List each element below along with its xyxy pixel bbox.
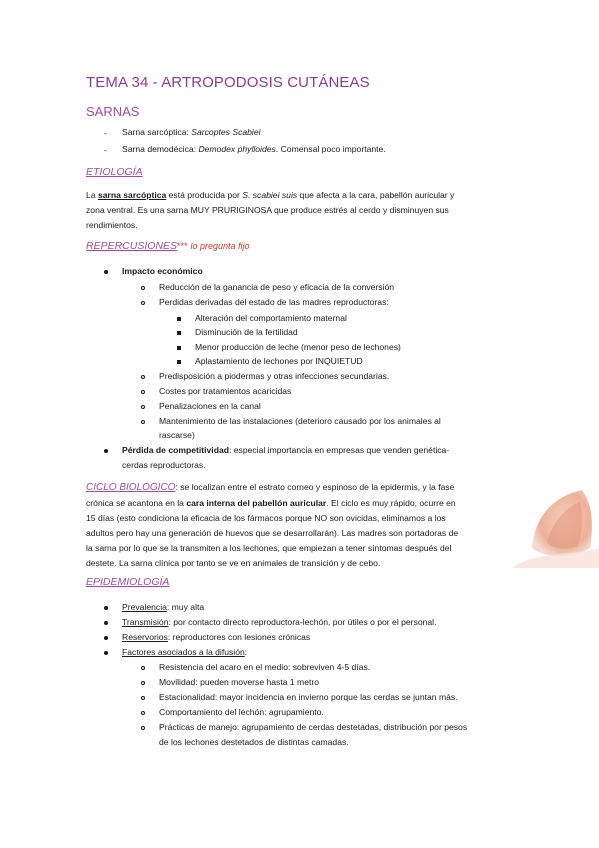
mantenimiento-item: Mantenimiento de las instalaciones (deterioro causado por los animales al xyxy=(159,416,441,426)
bullet-circle xyxy=(141,726,145,730)
bullet-circle xyxy=(141,696,145,700)
bullet-circle xyxy=(141,711,145,715)
type-demodecica: Sarna demodécica: Demodex phylloides. Comensal poco importante. xyxy=(122,144,386,154)
page-title: TEMA 34 - ARTROPODOSIS CUTÁNEAS xyxy=(86,74,370,91)
heading-repercusiones: REPERCUSIONES*** lo pregunta fijo xyxy=(86,240,250,252)
bullet-square xyxy=(177,346,181,350)
sub-item: Aplastamiento de lechones por INQUIETUD xyxy=(195,356,363,366)
epi-item: Reservorios: reproductores con lesiones crónicas xyxy=(122,632,311,642)
factor-item-cont: de los lechones destetados de distintas camadas. xyxy=(159,737,349,747)
bullet-circle xyxy=(141,666,145,670)
sub-item: Menor producción de leche (menor peso de lechones) xyxy=(195,342,401,352)
ciclo-line-2: crónica se acantona en la cara interna del pabellón auricular. El ciclo es muy rápido, ocurre en xyxy=(86,498,456,508)
bullet-square xyxy=(177,331,181,335)
bullet-circle xyxy=(141,420,145,424)
epi-item: Prevalencia: muy alta xyxy=(122,602,205,612)
type-sarcoptica: Sarna sarcóptica: Sarcoptes Scabiei xyxy=(122,127,261,137)
bullet-circle xyxy=(141,681,145,685)
bullet-dot xyxy=(104,651,108,655)
bullet-dot xyxy=(104,636,108,640)
heading-epidemiologia: EPIDEMIOLOGÍA xyxy=(86,576,170,588)
etiologia-line-2: zona ventral. Es una sarna MUY PRURIGINOSA que produce estrés al cerdo y disminuyen sus xyxy=(86,205,449,215)
heading-etiologia: ETIOLOGÍA xyxy=(86,166,143,178)
more-item: Penalizaciones en la canal xyxy=(159,401,261,411)
bullet-circle xyxy=(141,405,145,409)
mantenimiento-cont: rascarse) xyxy=(159,430,195,440)
bullet-dot xyxy=(104,449,108,453)
perdida-cont: cerdas reproductoras. xyxy=(122,460,206,470)
etiologia-line-3: rendimientos. xyxy=(86,220,138,230)
more-item: Predisposición a piodermas y otras infecciones secundarias. xyxy=(159,371,390,381)
perdidas-item: Perdidas derivadas del estado de las madres reproductoras: xyxy=(159,297,389,307)
ciclo-line-6: destete. La sarna clínica por tanto se ve en animales de transición y de cebo. xyxy=(86,558,381,568)
section-heading-sarnas: SARNAS xyxy=(86,104,140,119)
bullet-square xyxy=(177,360,181,364)
epi-item: Transmisión: por contacto directo reproductora-lechón, por útiles o por el personal. xyxy=(122,617,437,627)
bullet-circle xyxy=(141,301,145,305)
bullet-square xyxy=(177,317,181,321)
pig-ear-image xyxy=(512,478,599,568)
more-item: Costes por tratamientos acaricidas xyxy=(159,386,292,396)
bullet-dot xyxy=(104,621,108,625)
ciclo-line-5: la sarna por lo que se la transmiten a los lechones, que empiezan a tener síntomas después del xyxy=(86,543,452,553)
factor-item: Movilidad: pueden moverse hasta 1 metro xyxy=(159,677,320,687)
dash-bullet: - xyxy=(104,145,107,155)
etiologia-line-1: La sarna sarcóptica está producida por S. scabiei suis que afecta a la cara, pabellón auricular y xyxy=(86,190,455,200)
factor-item: Prácticas de manejo: agrupamiento de cerdas destetadas, distribución por pesos xyxy=(159,722,468,732)
factor-item: Estacionalidad: mayor incidencia en invierno porque las cerdas se juntan más. xyxy=(159,692,458,702)
sub-item: Disminución de la fertilidad xyxy=(195,327,298,337)
perdida-competitividad: Pérdida de competitividad: especial importancia en empresas que venden genética- xyxy=(122,445,450,455)
bullet-dot xyxy=(104,270,108,274)
bullet-circle xyxy=(141,390,145,394)
dash-bullet: - xyxy=(104,128,107,138)
sub-item: Alteración del comportamiento maternal xyxy=(195,313,347,323)
epi-item: Factores asociados a la difusión: xyxy=(122,647,248,657)
impacto-economico: Impacto económico xyxy=(122,266,203,276)
bullet-circle xyxy=(141,286,145,290)
ciclo-line-3: 15 días (esto condiciona la eficacia de los fármacos porque NO son ovicidas, eliminamos a los xyxy=(86,513,446,523)
ciclo-line-1: CICLO BIOLOGICO: se localizan entre el estrato corneo y espinoso de la epidermis, y la fase xyxy=(86,482,455,493)
reduccion-item: Reducción de la ganancia de peso y eficacia de la conversión xyxy=(159,282,395,292)
ciclo-line-4: adultos pero hay una generación de huevos que se desarrollarán). Las madres son portadoras de xyxy=(86,528,459,538)
heading-ciclo-biologico: CICLO BIOLOGICO xyxy=(86,482,176,493)
bullet-circle xyxy=(141,375,145,379)
factor-item: Resistencia del acaro en el medio: sobreviven 4-5 días. xyxy=(159,662,371,672)
bullet-dot xyxy=(104,606,108,610)
factor-item: Comportamiento del lechón: agrupamiento. xyxy=(159,707,324,717)
